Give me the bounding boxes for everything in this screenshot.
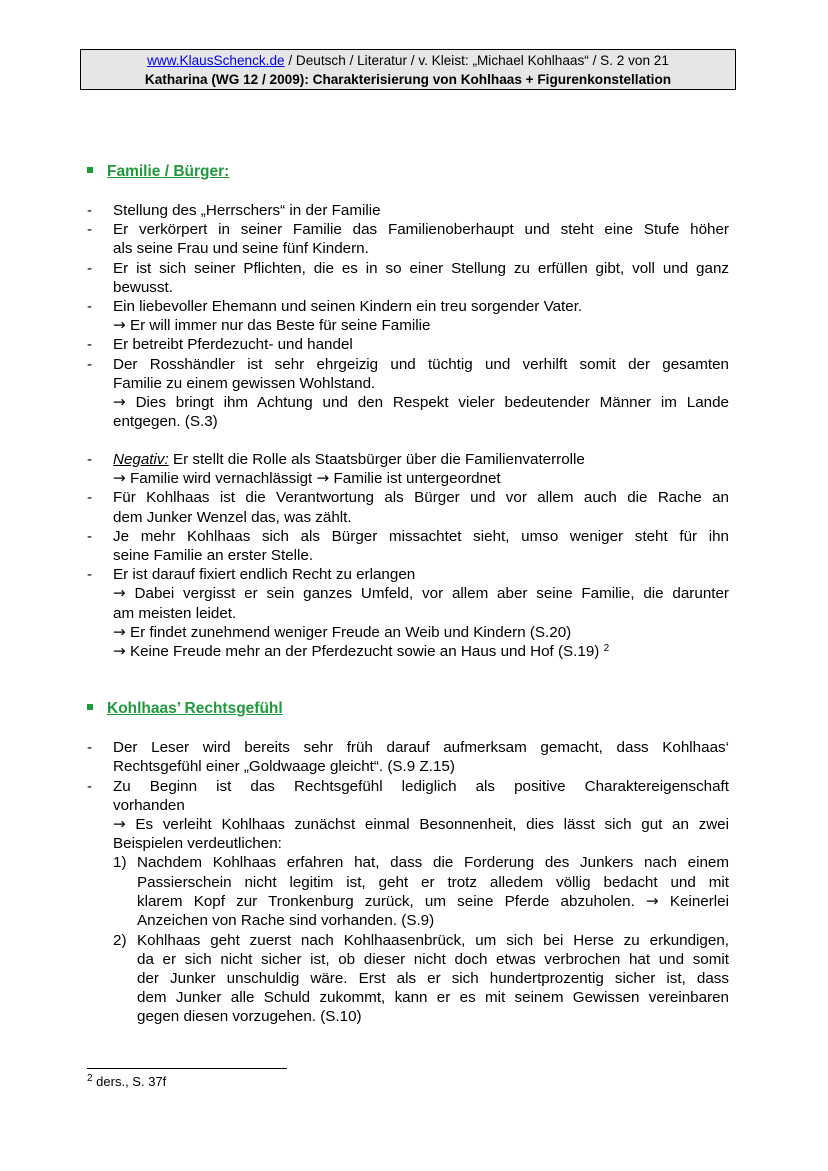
header-line-2: Katharina (WG 12 / 2009): Charakterisierung von Kohlhaas + Figurenkonstellation bbox=[144, 72, 672, 87]
arrow-item: → Er will immer nur das Beste für seine Familie bbox=[113, 316, 431, 334]
list-item: - Stellung des „Herrschers“ in der Familie bbox=[87, 202, 381, 219]
header-line-1 bbox=[81, 51, 735, 70]
list-item: - Für Kohlhaas ist die Verantwortung als Bürger und vor allem auch die Rache an bbox=[87, 489, 729, 506]
list-item-cont: am meisten leidet. bbox=[113, 605, 237, 622]
numbered-item: 2) Kohlhaas geht zuerst nach Kohlhaasenbrück, um sich bei Herse zu erkundigen, bbox=[113, 932, 729, 949]
list-item: - Ein liebevoller Ehemann und seinen Kindern ein treu sorgender Vater. bbox=[87, 298, 583, 315]
arrow-item: → Dabei vergisst er sein ganzes Umfeld, vor allem aber seine Familie, die darunter bbox=[113, 584, 729, 602]
list-item-cont: Rechtsgefühl einer „Goldwaage gleicht“. (S.9 Z.15) bbox=[113, 758, 455, 775]
arrow-icon: → bbox=[645, 892, 659, 910]
numbered-item-cont: Anzeichen von Rache sind vorhanden. (S.9) bbox=[137, 912, 435, 929]
list-item-cont: als seine Frau und seine fünf Kindern. bbox=[113, 240, 369, 257]
footnote-marker: 2 bbox=[87, 1073, 93, 1084]
arrow-icon: → bbox=[113, 393, 126, 411]
arrow-item: → Er findet zunehmend weniger Freude an Weib und Kindern (S.20) bbox=[113, 623, 572, 641]
list-item: - Zu Beginn ist das Rechtsgefühl lediglich als positive Charaktereigenschaft bbox=[87, 778, 729, 795]
list-item-cont: dem Junker Wenzel das, was zählt. bbox=[113, 509, 352, 526]
arrow-icon: → bbox=[113, 316, 126, 334]
arrow-icon: → bbox=[113, 469, 126, 487]
list-item-cont: entgegen. (S.3) bbox=[113, 413, 218, 430]
footnote-divider bbox=[87, 1068, 287, 1069]
list-item-cont: seine Familie an erster Stelle. bbox=[113, 547, 314, 564]
site-link[interactable]: www.KlausSchenck.de bbox=[147, 53, 285, 68]
list-item: - Der Leser wird bereits sehr früh darauf aufmerksam gemacht, dass Kohlhaas‘ bbox=[87, 739, 729, 756]
numbered-item-cont: gegen diesen vorzugehen. (S.10) bbox=[137, 1008, 362, 1025]
arrow-icon: → bbox=[113, 642, 126, 660]
page-header bbox=[80, 49, 736, 90]
header-line-1-rest: / Deutsch / Literatur / v. Kleist: „Michael Kohlhaas“ / S. 2 von 21 bbox=[284, 53, 669, 68]
numbered-item-cont: klarem Kopf zur Tronkenburg zurück, um seine Pferde abzuholen. → Keinerlei bbox=[137, 892, 729, 910]
list-item-cont: bewusst. bbox=[113, 279, 173, 296]
arrow-item: → Keine Freude mehr an der Pferdezucht sowie an Haus und Hof (S.19) $^2$ bbox=[113, 642, 610, 660]
negativ-label: Negativ: bbox=[113, 451, 169, 468]
numbered-item-cont: der Junker unschuldig wäre. Erst als er sich hundertprozentig sicher ist, dass bbox=[137, 970, 729, 987]
arrow-icon: → bbox=[113, 815, 126, 833]
list-item-cont: Beispielen verdeutlichen: bbox=[113, 835, 282, 852]
arrow-icon: → bbox=[113, 623, 126, 641]
list-item: - Er ist sich seiner Pflichten, die es in so einer Stellung zu erfüllen gibt, voll und ganz bbox=[87, 260, 729, 277]
arrow-item: → Familie wird vernachlässigt → Familie ist untergeordnet bbox=[113, 469, 501, 487]
footnote bbox=[87, 1074, 166, 1089]
list-item: - Er betreibt Pferdezucht- und handel bbox=[87, 336, 353, 353]
bullet-icon bbox=[87, 704, 93, 710]
list-item: - Er ist darauf fixiert endlich Recht zu erlangen bbox=[87, 566, 416, 583]
section-heading-rechtsgefuehl: Kohlhaas’ Rechtsgefühl bbox=[87, 700, 283, 718]
arrow-item: → Es verleiht Kohlhaas zunächst einmal Besonnenheit, dies lässt sich gut an zwei bbox=[113, 815, 729, 833]
list-item: - Je mehr Kohlhaas sich als Bürger missachtet sieht, umso weniger steht für ihn bbox=[87, 528, 729, 545]
list-item: - Der Rosshändler ist sehr ehrgeizig und tüchtig und verhilft somit der gesamten bbox=[87, 356, 729, 373]
footnote-text: ders., S. 37f bbox=[92, 1074, 167, 1089]
numbered-item-cont: da er sich nicht sicher ist, ob dieser nicht doch etwas verbrochen hat und somit bbox=[137, 951, 729, 968]
list-item-cont: vorhanden bbox=[113, 797, 185, 814]
section-heading-familie: Familie / Bürger: bbox=[87, 163, 229, 181]
numbered-item: 1) Nachdem Kohlhaas erfahren hat, dass die Forderung des Junkers nach einem bbox=[113, 854, 729, 871]
arrow-item: → Dies bringt ihm Achtung und den Respekt vieler bedeutender Männer im Lande bbox=[113, 393, 729, 411]
numbered-item-cont: Passierschein nicht legitim ist, geht er trotz alledem völlig bedacht und mit bbox=[137, 874, 729, 891]
arrow-icon: → bbox=[316, 469, 330, 487]
list-item-cont: Familie zu einem gewissen Wohlstand. bbox=[113, 375, 376, 392]
footnote-ref: 2 bbox=[603, 643, 610, 654]
numbered-item-cont: dem Junker alle Schuld zukommt, kann er es mit seinem Gewissen vereinbaren bbox=[137, 989, 729, 1006]
list-item: - Er verkörpert in seiner Familie das Familienoberhaupt und steht eine Stufe höher bbox=[87, 221, 729, 238]
list-item: - Negativ: Er stellt die Rolle als Staatsbürger über die Familienvaterrolle bbox=[87, 451, 585, 468]
arrow-icon: → bbox=[113, 584, 126, 602]
bullet-icon bbox=[87, 167, 93, 173]
